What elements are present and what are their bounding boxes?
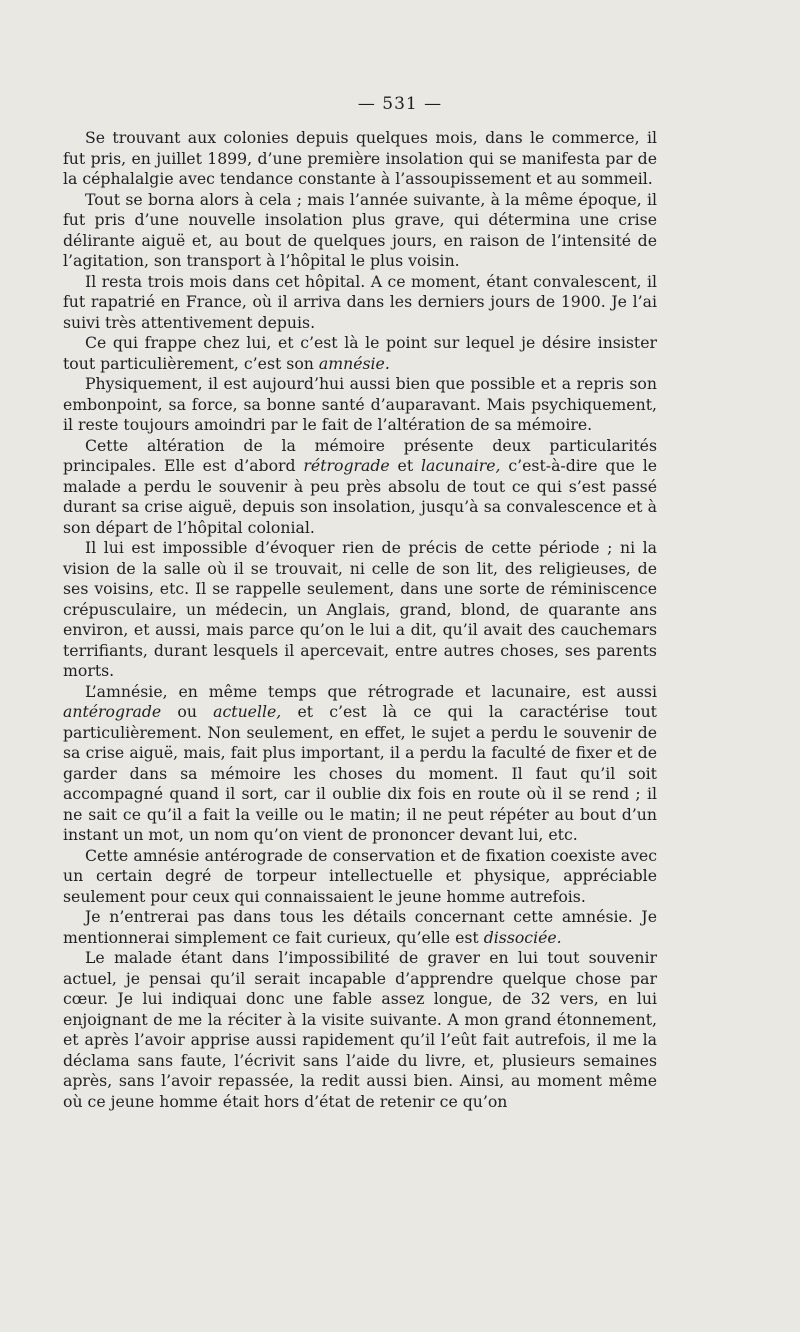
text-run: Il resta trois mois dans cet hôpital. A ce moment, étant convalescent, il fut rapatrié en France, où il arriva dans les derniers jours de 1900. Je l’ai suivi très attentivement depuis. (63, 271, 657, 332)
paragraph (63, 190, 657, 272)
text-run: Ce qui frappe chez lui, et c’est là le point sur lequel je désire insister tout particulièrement, c’est son (63, 333, 657, 373)
paragraph (63, 272, 657, 334)
body-text (63, 128, 657, 1112)
italic-text: lacunaire, (420, 456, 501, 475)
text-run: Cette amnésie antérograde de conservation et de fixation coexiste avec un certain degré de torpeur intellectuelle et physique, appréciable seulement pour ceux qui connaissaient le jeune homme autrefois. (63, 845, 657, 906)
paragraph (63, 128, 657, 190)
text-run: Se trouvant aux colonies depuis quelques mois, dans le commerce, il fut pris, en juillet 1899, d’une première insolation qui se manifesta par de la céphalalgie avec tendance constante à l’assoupissement et au sommeil. (63, 128, 657, 188)
italic-text: rétrograde (303, 456, 390, 475)
paragraph (63, 374, 657, 436)
text-run: Physiquement, il est aujourd’hui aussi bien que possible et a repris son embonpoint, sa force, sa bonne santé d’auparavant. Mais psychiquement, il reste toujours amoindri par le fait de l’altération de sa mémoire. (63, 374, 657, 434)
italic-text: amnésie. (318, 353, 390, 373)
paragraph (63, 436, 657, 539)
paragraph (63, 846, 657, 908)
text-run: ou (161, 702, 214, 721)
text-run: et (389, 456, 421, 475)
italic-text: antérograde (63, 702, 162, 721)
paragraph (63, 948, 657, 1112)
text-run: Tout se borna alors à cela ; mais l’année suivante, à la même époque, il fut pris d’une nouvelle insolation plus grave, qui détermina une crise délirante aiguë et, au bout de quelques jours, en raison de l’intensité de l’agitation, son transport à l’hôpital le plus voisin. (63, 189, 657, 270)
text-run: Le malade étant dans l’impossibilité de graver en lui tout souvenir actuel, je pensai qu’il serait incapable d’apprendre quelque chose par cœur. Je lui indiquai donc une fable assez longue, de 32 vers, en lui enjoignant de me la réciter à la visite suivante. A mon grand étonnement, et après l’avoir apprise aussi rapidement qu’il l’eût fait autrefois, il me la déclama sans faute, l’écrivit sans l’aide du livre, et, plusieurs semaines après, sans l’avoir repassée, la redit aussi bien. Ainsi, au moment même où ce jeune homme était hors d’état de retenir ce qu’on (63, 948, 657, 1111)
page-number: — 531 — (357, 94, 443, 114)
text-run: Je n’entrerai pas dans tous les détails concernant cette amnésie. Je mentionnerai simplement ce fait curieux, qu’elle est (63, 907, 657, 947)
text-run: L’amnésie, en même temps que rétrograde et lacunaire, est aussi (85, 681, 657, 701)
text-run: et c’est là ce qui la caractérise tout particulièrement. Non seulement, en effet, le sujet a perdu le souvenir de sa crise aiguë, mais, fait plus important, il a perdu la faculté de fixer et de garder dans sa mémoire les choses du moment. Il faut qu’il soit accompagné quand il sort, car il oublie dix fois en route où il se rend ; il ne sait ce qu’il a fait la veille ou le matin; il ne peut répéter au bout d’un instant un mot, un nom qu’on vient de prononcer devant lui, etc. (63, 702, 657, 844)
text-run: Cette altération de la mémoire présente deux particularités principales. Elle est d’abord (63, 435, 657, 475)
text-run: Il lui est impossible d’évoquer rien de précis de cette période ; ni la vision de la salle où il se trouvait, ni celle de son lit, des religieuses, de ses voisins, etc. Il se rappelle seulement, dans une sorte de réminiscence crépusculaire, un médecin, un Anglais, grand, blond, de quarante ans environ, et aussi, mais parce qu’on le lui a dit, qu’il avait des cauchemars terrifiants, durant lesquels il apercevait, entre autres choses, ses parents morts. (63, 538, 657, 680)
italic-text: dissociée. (483, 927, 562, 947)
italic-text: actuelle, (213, 702, 282, 721)
paragraph (63, 333, 657, 374)
paragraph (63, 907, 657, 948)
text-run: c’est-à-dire que le malade a perdu le souvenir à peu près absolu de tout ce qui s’est passé durant sa crise aiguë, depuis son insolation, jusqu’à sa convalescence et à son départ de l’hôpital colonial. (63, 456, 657, 537)
paragraph (63, 682, 657, 846)
paragraph (63, 538, 657, 682)
